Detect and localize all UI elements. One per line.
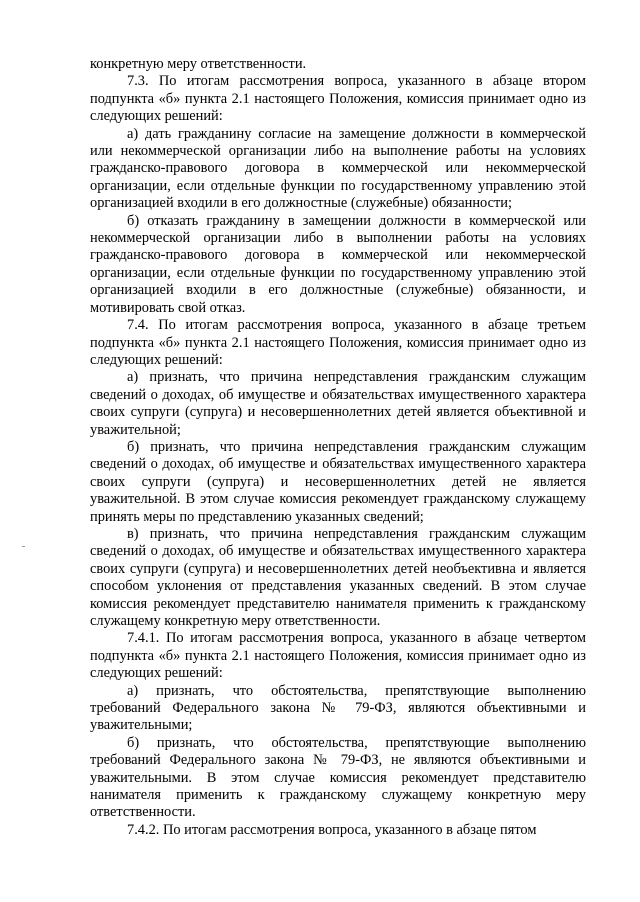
paragraph-7-3-a: а) дать гражданину согласие на замещение должности в коммерческой или некоммерческой организации либо на выполнение работы на условиях гражданско-правового договора в коммерческой или некоммерческой организации, если отдельные функции по государственному управлению этой организацией входили в его должностные (служебные) обязанности; (90, 125, 586, 212)
paragraph-7-3-b: б) отказать гражданину в замещении должности в коммерческой или некоммерческой организации либо в выполнении работы на условиях гражданско-правового договора в коммерческой или некоммерческой организации, если отдельные функции по государственному управлению этой организацией входили в его должностные (служебные) обязанности, и мотивировать свой отказ. (90, 212, 586, 316)
paragraph-7-4: 7.4. По итогам рассмотрения вопроса, указанного в абзаце третьем подпункта «б» пункта 2.1 настоящего Положения, комиссия принимает одно из следующих решений: (90, 317, 586, 368)
paragraph-7-4-2: 7.4.2. По итогам рассмотрения вопроса, указанного в абзаце пятом (127, 821, 537, 838)
scan-mark (22, 546, 25, 547)
paragraph-7-3: 7.3. По итогам рассмотрения вопроса, указанного в абзаце втором подпункта «б» пункта 2.1 настоящего Положения, комиссия принимает одно из следующих решений: (90, 73, 586, 125)
paragraph-7-4-a: а) признать, что причина непредставления гражданским служащим сведений о доходах, об имуществе и обязательствах имущественного характера своих супруги (супруга) и несовершеннолетних детей является объективной и уважительной; (90, 369, 586, 438)
paragraph-7-4-1: 7.4.1. По итогам рассмотрения вопроса, указанного в абзаце четвертом подпункта «б» пункта 2.1 настоящего Положения, комиссия принимает одно из следующих решений: (90, 630, 586, 682)
paragraph-7-4-1-a: а) признать, что обстоятельства, препятствующие выполнению требований Федерального закона № 79-ФЗ, являются объективными и уважительными; (90, 682, 586, 734)
paragraph-continuation: конкретную меру ответственности. (90, 56, 307, 72)
document-body (90, 56, 586, 839)
paragraph-7-4-b: б) признать, что причина непредставления гражданским служащим сведений о доходах, об имуществе и обязательствах имущественного характера своих супруги (супруга) и несовершеннолетних детей не является уважительной. В этом случае комиссия рекомендует гражданскому служащему принять меры по представлению указанных сведений; (90, 438, 586, 525)
paragraph-7-4-v: в) признать, что причина непредставления гражданским служащим сведений о доходах, об имуществе и обязательствах имущественного характера своих супруги (супруга) и несовершеннолетних детей необъективна и является способом уклонения от представления указанных сведений. В этом случае комиссия рекомендует представителю нанимателя применить к гражданскому служащему конкретную меру ответственности. (90, 525, 586, 629)
paragraph-7-4-1-b: б) признать, что обстоятельства, препятствующие выполнению требований Федерального закона № 79-ФЗ, не являются объективными и уважительными. В этом случае комиссия рекомендует представителю нанимателя применить к гражданскому служащему конкретную меру ответственности. (90, 734, 586, 821)
